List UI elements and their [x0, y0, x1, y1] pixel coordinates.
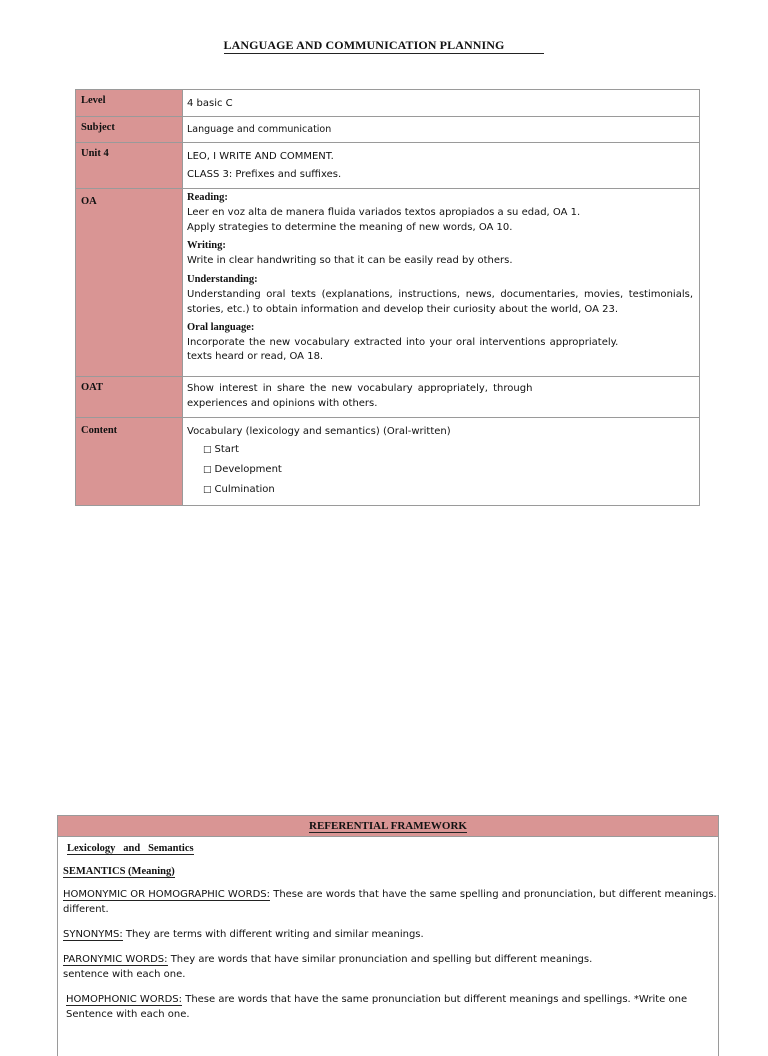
table-row-subject [76, 117, 700, 143]
oa-understanding-text: Understanding oral texts (explanations, instructions, news, documentaries, movies, testimonials, stories, etc.) to obtain information and develop their curiosity about the world, OA 23. [187, 289, 693, 315]
table-row-oa [76, 189, 700, 377]
page-title [0, 38, 768, 53]
content-line-1: Vocabulary (lexicology and semantics) (Oral-written) [187, 426, 451, 437]
unit-line-2: CLASS 3: Prefixes and suffixes. [187, 169, 342, 180]
content-item-label: Start [214, 444, 239, 455]
synonyms-definition [63, 927, 714, 942]
oa-reading-line-1: Leer en voz alta de manera fluida variados textos apropiados a su edad, OA 1. [187, 207, 581, 218]
oa-reading-line-2: Apply strategies to determine the meaning of new words, OA 10. [187, 222, 513, 233]
synonyms-def: They are terms with different writing and similar meanings. [122, 929, 424, 940]
lexicology-text: Lexicology and Semantics [67, 843, 194, 854]
checkbox-icon: □ [203, 485, 212, 495]
content-value [183, 418, 700, 506]
semantics-heading [63, 866, 714, 877]
oa-writing-line-1: Write in clear handwriting so that it can be easily read by others. [187, 255, 513, 266]
synonyms-term: SYNONYMS: [63, 929, 123, 940]
oa-reading-title: Reading: [187, 192, 228, 203]
homophonic-definition [63, 992, 714, 1022]
paronymic-definition [63, 952, 714, 982]
framework-header [58, 816, 718, 837]
unit-value [183, 143, 700, 189]
framework-title: REFERENTIAL FRAMEWORK [309, 820, 467, 832]
checkbox-icon: □ [203, 445, 212, 455]
oa-understanding-title: Understanding: [187, 274, 258, 285]
content-label: Content [76, 418, 183, 506]
subject-value: Language and communication [183, 117, 700, 143]
oa-oral-title: Oral language: [187, 322, 255, 333]
framework-body [58, 837, 718, 1022]
table-row-oat [76, 377, 700, 418]
planning-table [75, 89, 700, 506]
homophonic-term: HOMOPHONIC WORDS: [66, 994, 183, 1005]
oat-line-1: Show interest in share the new vocabulary appropriately, through [187, 383, 533, 394]
table-row-unit [76, 143, 700, 189]
level-value: 4 basic C [183, 90, 700, 117]
checkbox-icon: □ [203, 465, 212, 475]
homophonic-def: These are words that have the same pronunciation but different meanings and spellings. *Write one [182, 994, 688, 1005]
oa-label: OA [76, 189, 183, 377]
content-item-culmination [187, 480, 695, 500]
content-item-label: Culmination [214, 484, 275, 495]
homophonic-def-2: Sentence with each one. [66, 1009, 190, 1020]
unit-label: Unit 4 [76, 143, 183, 189]
table-row-level [76, 90, 700, 117]
level-label: Level [76, 90, 183, 117]
homonymic-definition [63, 887, 717, 917]
lexicology-heading [63, 843, 714, 854]
content-item-start [187, 440, 695, 460]
oa-oral-line-1: Incorporate the new vocabulary extracted into your oral interventions appropriately. [187, 337, 619, 348]
oa-oral-line-2: texts heard or read, OA 18. [187, 351, 324, 362]
unit-line-1: LEO, I WRITE AND COMMENT. [187, 151, 334, 162]
content-item-label: Development [214, 464, 282, 475]
paronymic-def-2: sentence with each one. [63, 969, 186, 980]
oat-line-2: experiences and opinions with others. [187, 398, 378, 409]
oat-value [183, 377, 700, 418]
content-item-development [187, 460, 695, 480]
paronymic-def: They are words that have similar pronunciation and spelling but different meanings. [167, 954, 593, 965]
homonymic-term: HOMONYMIC OR HOMOGRAPHIC WORDS: [63, 889, 271, 900]
subject-label: Subject [76, 117, 183, 143]
homonymic-def-2: different. [63, 904, 109, 915]
paronymic-term: PARONYMIC WORDS: [63, 954, 168, 965]
homonymic-def: These are words that have the same spelling and pronunciation, but different meanings. [270, 889, 717, 900]
referential-framework [57, 815, 719, 1056]
semantics-text: SEMANTICS (Meaning) [63, 866, 175, 877]
table-row-content [76, 418, 700, 506]
oa-value [183, 189, 700, 377]
page-title-text: LANGUAGE AND COMMUNICATION PLANNING [224, 38, 545, 54]
oat-label: OAT [76, 377, 183, 418]
oa-writing-title: Writing: [187, 240, 226, 251]
